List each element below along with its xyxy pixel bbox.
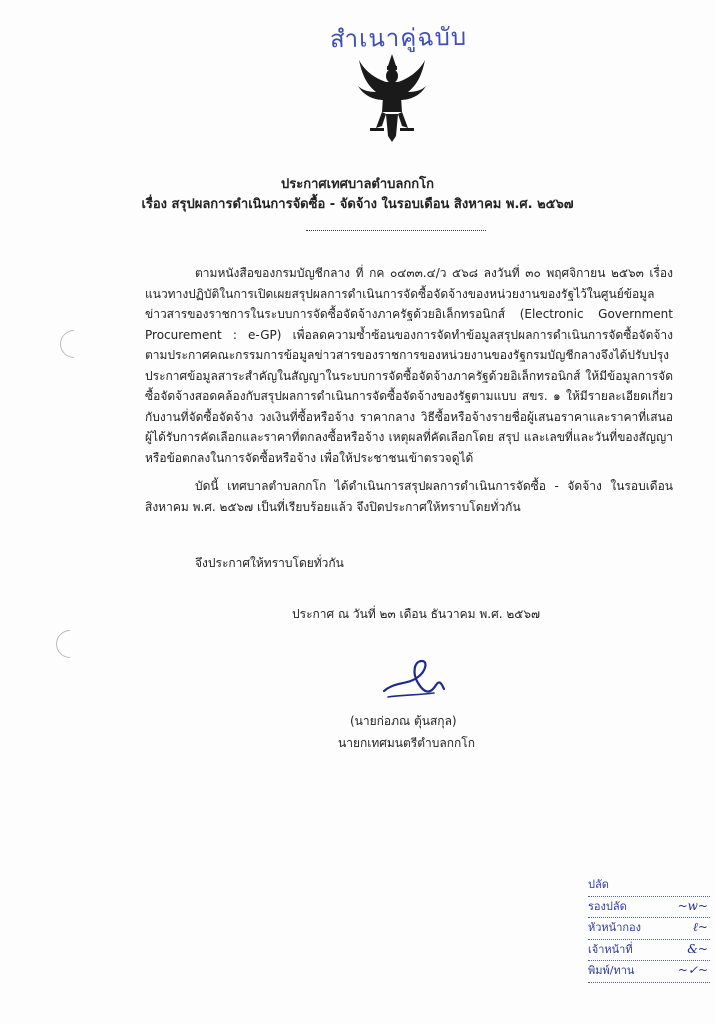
- closing-statement: จึงประกาศให้ทราบโดยทั่วกัน: [195, 556, 344, 570]
- garuda-emblem-icon: [356, 52, 428, 144]
- signatory-name: (นายก่อภณ ตุ้นสกุล): [350, 714, 457, 728]
- punch-hole-top: [54, 324, 94, 364]
- body-paragraph-status: บัดนี้ เทศบาลตำบลกกโก ได้ดำเนินการสรุปผลการดำเนินการจัดซื้อ - จัดจ้าง ในรอบเดือนสิงหาคม พ.ศ. ๒๕๖๗ เป็นที่เรียบร้อยแล้ว จึงปิดประกาศให้ทราบโดยทั่วกัน: [145, 479, 673, 514]
- announcement-header: [0, 175, 715, 215]
- announcement-subject: เรื่อง สรุปผลการดำเนินการจัดซื้อ - จัดจ้าง ในรอบเดือน สิงหาคม พ.ศ. ๒๕๖๗: [141, 197, 574, 212]
- initial-mark-icon: ~w~: [677, 898, 708, 913]
- routing-row: ปลัด: [588, 875, 710, 897]
- routing-row: รองปลัด ~w~: [588, 897, 710, 919]
- announcement-body: [145, 263, 673, 525]
- signatory-position: นายกเทศมนตรีตำบลกกโก: [338, 736, 475, 750]
- initial-mark-icon: ℓ~: [692, 920, 708, 934]
- routing-row: หัวหน้ากอง ℓ~: [588, 918, 710, 940]
- signature-icon: [378, 655, 448, 703]
- initial-mark-icon: ~✓~: [677, 963, 708, 977]
- announcement-title: ประกาศเทศบาลตำบลกกโก: [281, 177, 434, 192]
- routing-row: เจ้าหน้าที่ &~: [588, 940, 710, 962]
- routing-row: พิมพ์/ทาน ~✓~: [588, 961, 710, 983]
- routing-stamp: [588, 875, 710, 983]
- issue-date: ประกาศ ณ วันที่ ๒๓ เดือน ธันวาคม พ.ศ. ๒๕๖๗: [292, 607, 540, 621]
- title-divider: [306, 230, 486, 231]
- copy-stamp: สำเนาคู่ฉบับ: [329, 22, 468, 54]
- body-paragraph-reference: ตามหนังสือของกรมบัญชีกลาง ที่ กค ๐๔๓๓.๔/ว ๕๖๘ ลงวันที่ ๓๐ พฤศจิกายน ๒๕๖๓ เรื่อง แนวทางปฏิบัติในการเปิดเผยสรุปผลการดำเนินการจัดซื้อจัดจ้างของหน่วยงานของรัฐไว้ในศูนย์ข้อมูลข่าวสารของราชการในระบบการจัดซื้อจัดจ้างภาครัฐด้วยอิเล็กทรอนิกส์ (Electronic Government Procurement : e-GP) เพื่อลดความซ้ำซ้อนของการจัดทำข้อมูลสรุปผลการดำเนินการจัดซื้อจัดจ้างตามประกาศคณะกรรมการข้อมูลข่าวสารของราชการของหน่วยงานของรัฐกรมบัญชีกลางจึงได้ปรับปรุงประกาศข้อมูลสาระสำคัญในสัญญาในระบบการจัดซื้อจัดจ้างภาครัฐด้วยอิเล็กทรอนิกส์ ให้มีข้อมูลการจัดซื้อจัดจ้างสอดคล้องกับสรุปผลการดำเนินการจัดซื้อจัดจ้างของรัฐตามแบบ สขร. ๑ ให้มีรายละเอียดเกี่ยวกับงานที่จัดซื้อจัดจ้าง วงเงินที่ซื้อหรือจ้าง ราคากลาง วิธีซื้อหรือจ้างรายชื่อผู้เสนอราคาและราคาที่เสนอ ผู้ได้รับการคัดเลือกและราคาที่ตกลงซื้อหรือจ้าง เหตุผลที่คัดเลือกโดย สรุป และเลขที่และวันที่ของสัญญาหรือข้อตกลงในการจัดซื้อหรือจ้าง เพื่อให้ประชาชนเข้าตรวจดูได้: [145, 266, 673, 465]
- initial-mark-icon: &~: [687, 941, 708, 956]
- punch-hole-bottom: [50, 624, 90, 664]
